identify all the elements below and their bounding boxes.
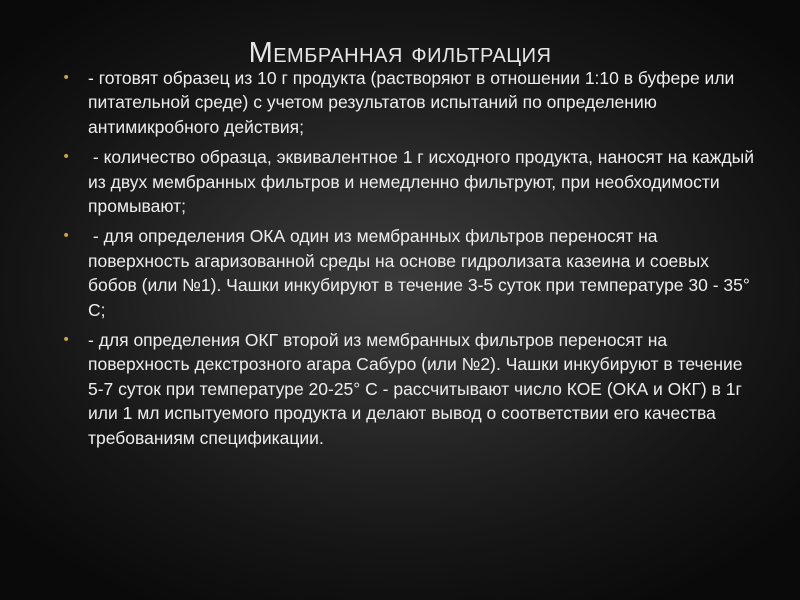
bullet-item: [60, 224, 760, 322]
bullet-text: - количество образца, эквивалентное 1 г исходного продукта, наносят на каждый из двух мембранных фильтров и немедленно фильтруют, при необходимости промывают;: [88, 147, 759, 217]
bullet-text: - для определения ОКА один из мембранных фильтров переносят на поверхность агаризованной среды на основе гидролизата казеина и соевых бобов (или №1). Чашки инкубируют в течение 3-5 суток при температуре 30 - 35° С;: [88, 226, 755, 320]
slide-title: Мембранная фильтрация: [248, 37, 552, 70]
bullet-item: [60, 66, 760, 139]
bullet-icon: •: [62, 149, 71, 166]
bullet-icon: •: [62, 228, 71, 245]
bullet-icon: •: [62, 70, 71, 86]
bullet-icon: •: [62, 332, 71, 349]
bullet-list: [60, 66, 760, 456]
bullet-text: - готовят образец из 10 г продукта (растворяют в отношении 1:10 в буфере или питательной среде) с учетом результатов испытаний по определению антимикробного действия;: [88, 68, 740, 137]
bullet-item: [60, 145, 760, 218]
bullet-item: [60, 328, 760, 450]
bullet-text: - для определения ОКГ второй из мембранных фильтров переносят на поверхность декстрозного агара Сабуро (или №2). Чашки инкубируют в течение 5-7 суток при температуре 20-25° С - рассчитывают число КОЕ (ОКА и ОКГ) в 1г или 1 мл испытуемого продукта и делают вывод о соответствии его качества требованиям спецификации.: [88, 330, 748, 448]
